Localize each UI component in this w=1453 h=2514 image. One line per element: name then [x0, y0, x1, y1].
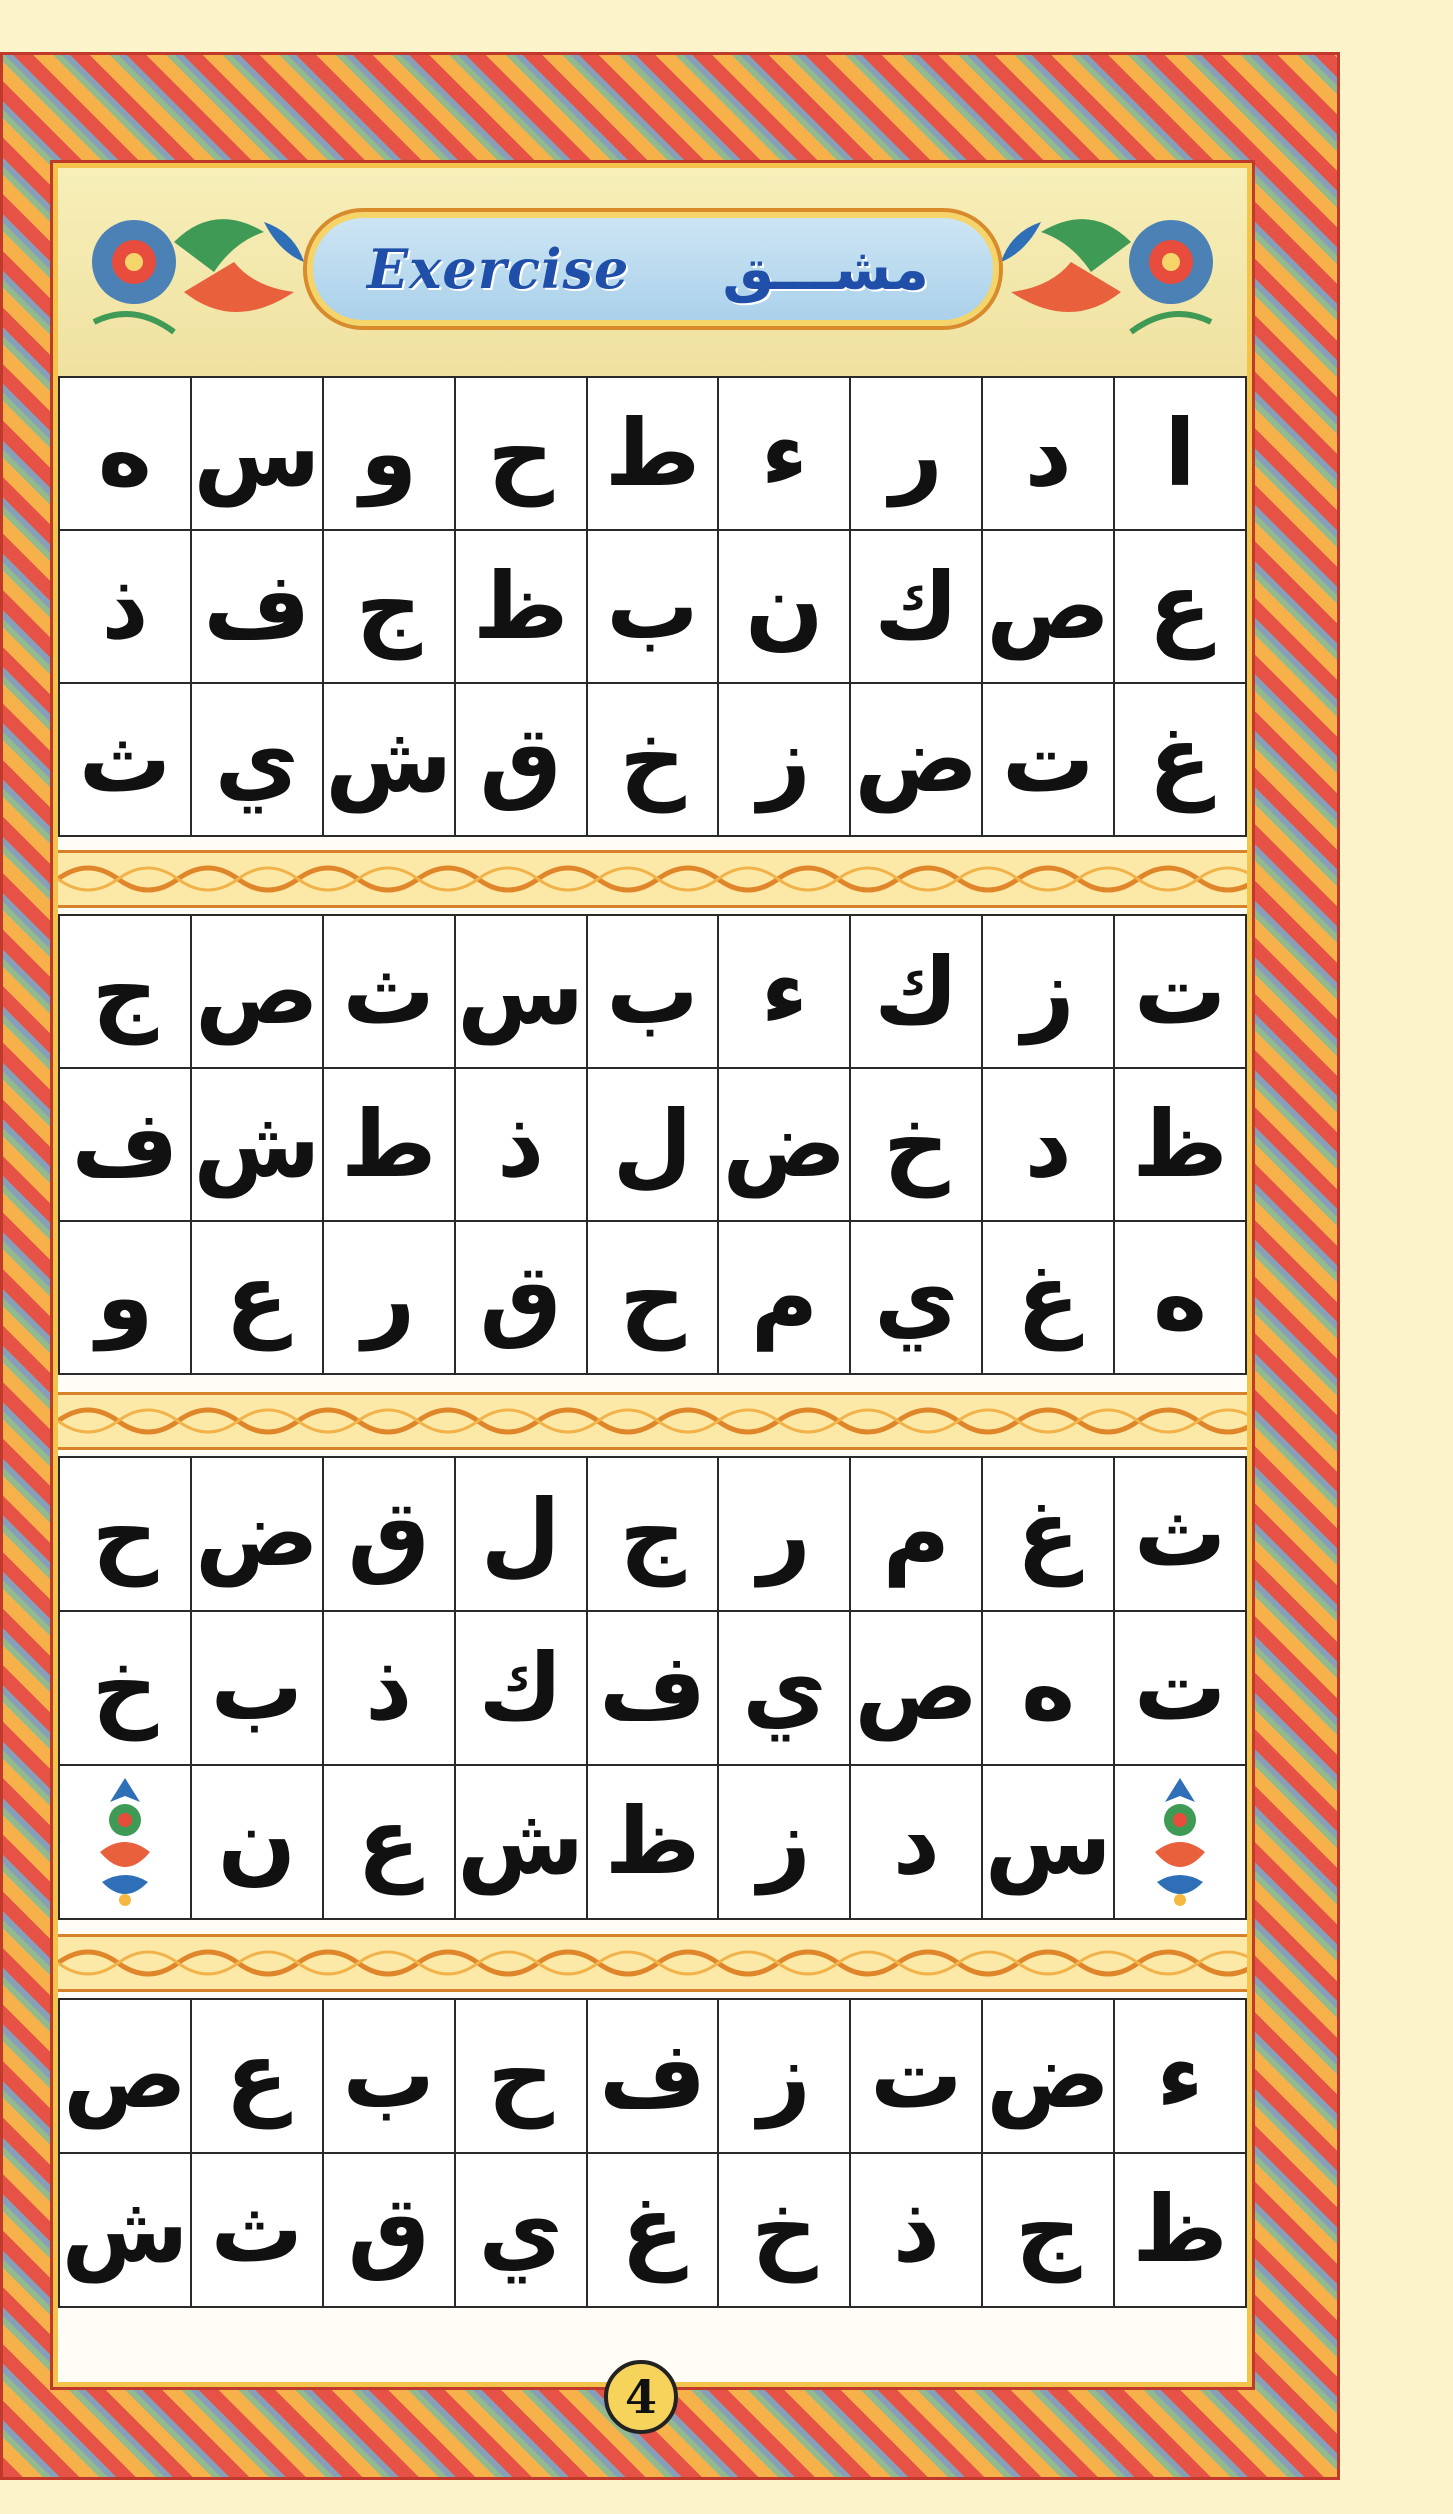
letter-cell: س — [192, 378, 324, 531]
vine-ornament-icon — [58, 853, 1247, 905]
letter-cell: ص — [983, 531, 1115, 684]
letter-cell: ض — [851, 684, 983, 837]
letter-cell: خ — [588, 684, 720, 837]
title-arabic: مشـــق — [722, 235, 929, 303]
page-number: 4 — [604, 2360, 678, 2434]
letter-cell: ل — [456, 1458, 588, 1612]
letter-cell: ذ — [456, 1069, 588, 1222]
ornamental-band — [58, 850, 1247, 908]
letter-cell: ق — [456, 1222, 588, 1375]
letter-cell: ك — [851, 531, 983, 684]
letter-cell: ي — [719, 1612, 851, 1766]
letter-cell: ز — [983, 916, 1115, 1069]
letter-grid-3 — [58, 1456, 1247, 1920]
letter-cell: ح — [456, 2000, 588, 2154]
letter-cell: ش — [60, 2154, 192, 2308]
letter-cell: ق — [324, 1458, 456, 1612]
corner-ornament-cell — [1115, 1766, 1247, 1920]
letter-cell: س — [983, 1766, 1115, 1920]
letter-cell: ه — [60, 378, 192, 531]
letter-cell: ج — [983, 2154, 1115, 2308]
letter-cell: د — [851, 1766, 983, 1920]
letter-cell: د — [983, 378, 1115, 531]
letter-cell: ث — [60, 684, 192, 837]
letter-cell: م — [719, 1222, 851, 1375]
header-banner — [58, 168, 1247, 379]
letter-cell: ك — [851, 916, 983, 1069]
letter-cell: ذ — [324, 1612, 456, 1766]
letter-cell: غ — [1115, 684, 1247, 837]
letter-cell: ز — [719, 1766, 851, 1920]
letter-cell: ت — [983, 684, 1115, 837]
letter-cell: ف — [192, 531, 324, 684]
letter-grid-4 — [58, 1998, 1247, 2308]
letter-cell: ت — [1115, 916, 1247, 1069]
letter-cell: م — [851, 1458, 983, 1612]
letter-cell: ط — [588, 378, 720, 531]
title-english: Exercise — [367, 237, 630, 301]
letter-cell: ف — [588, 2000, 720, 2154]
letter-cell: ا — [1115, 378, 1247, 531]
letter-cell: ب — [588, 531, 720, 684]
letter-grid-1 — [58, 376, 1247, 837]
letter-cell: ظ — [1115, 2154, 1247, 2308]
letter-cell: ر — [719, 1458, 851, 1612]
letter-cell: ش — [456, 1766, 588, 1920]
vine-ornament-icon — [58, 1937, 1247, 1989]
letter-cell: ب — [324, 2000, 456, 2154]
ornamental-band — [58, 1392, 1247, 1450]
letter-cell: ء — [1115, 2000, 1247, 2154]
letter-cell: خ — [851, 1069, 983, 1222]
letter-cell: ب — [588, 916, 720, 1069]
letter-cell: و — [324, 378, 456, 531]
letter-cell: ه — [983, 1612, 1115, 1766]
letter-cell: ث — [1115, 1458, 1247, 1612]
letter-cell: ق — [456, 684, 588, 837]
letter-cell: ء — [719, 378, 851, 531]
letter-cell: ح — [588, 1222, 720, 1375]
letter-cell: ث — [192, 2154, 324, 2308]
letter-cell: ظ — [588, 1766, 720, 1920]
letter-cell: ج — [60, 916, 192, 1069]
letter-cell: ظ — [456, 531, 588, 684]
letter-cell: ز — [719, 2000, 851, 2154]
vine-ornament-icon — [58, 1395, 1247, 1447]
letter-cell: ب — [192, 1612, 324, 1766]
letter-cell: س — [456, 916, 588, 1069]
letter-cell: ت — [851, 2000, 983, 2154]
letter-cell: ض — [983, 2000, 1115, 2154]
letter-cell: خ — [719, 2154, 851, 2308]
letter-cell: ذ — [851, 2154, 983, 2308]
letter-cell: ل — [588, 1069, 720, 1222]
letter-cell: غ — [983, 1222, 1115, 1375]
letter-cell: ط — [324, 1069, 456, 1222]
letter-cell: ع — [192, 1222, 324, 1375]
floral-ornament-icon — [88, 1772, 162, 1912]
letter-cell: ر — [851, 378, 983, 531]
letter-cell: ق — [324, 2154, 456, 2308]
letter-cell: ه — [1115, 1222, 1247, 1375]
letter-cell: ر — [324, 1222, 456, 1375]
letter-cell: ج — [324, 531, 456, 684]
letter-cell: ف — [60, 1069, 192, 1222]
letter-cell: ض — [719, 1069, 851, 1222]
letter-cell: ص — [851, 1612, 983, 1766]
letter-cell: ي — [456, 2154, 588, 2308]
letter-cell: ث — [324, 916, 456, 1069]
title-cartouche — [303, 208, 1003, 330]
letter-grid-2 — [58, 914, 1247, 1375]
letter-cell: خ — [60, 1612, 192, 1766]
letter-cell: ظ — [1115, 1069, 1247, 1222]
letter-cell: ش — [324, 684, 456, 837]
letter-cell: ح — [60, 1458, 192, 1612]
letter-cell: ض — [192, 1458, 324, 1612]
letter-cell: ن — [192, 1766, 324, 1920]
floral-ornament-icon — [1143, 1772, 1217, 1912]
letter-cell: ص — [60, 2000, 192, 2154]
letter-cell: ي — [192, 684, 324, 837]
letter-cell: ف — [588, 1612, 720, 1766]
letter-cell: ح — [456, 378, 588, 531]
letter-cell: و — [60, 1222, 192, 1375]
letter-cell: ز — [719, 684, 851, 837]
corner-ornament-cell — [60, 1766, 192, 1920]
letter-cell: ك — [456, 1612, 588, 1766]
letter-cell: غ — [588, 2154, 720, 2308]
letter-cell: ء — [719, 916, 851, 1069]
letter-cell: ج — [588, 1458, 720, 1612]
letter-cell: ع — [1115, 531, 1247, 684]
ornamental-band — [58, 1934, 1247, 1992]
letter-cell: ع — [192, 2000, 324, 2154]
letter-cell: ذ — [60, 531, 192, 684]
letter-cell: د — [983, 1069, 1115, 1222]
letter-cell: ن — [719, 531, 851, 684]
letter-cell: ص — [192, 916, 324, 1069]
letter-cell: غ — [983, 1458, 1115, 1612]
letter-cell: ي — [851, 1222, 983, 1375]
letter-cell: ت — [1115, 1612, 1247, 1766]
letter-cell: ع — [324, 1766, 456, 1920]
letter-cell: ش — [192, 1069, 324, 1222]
